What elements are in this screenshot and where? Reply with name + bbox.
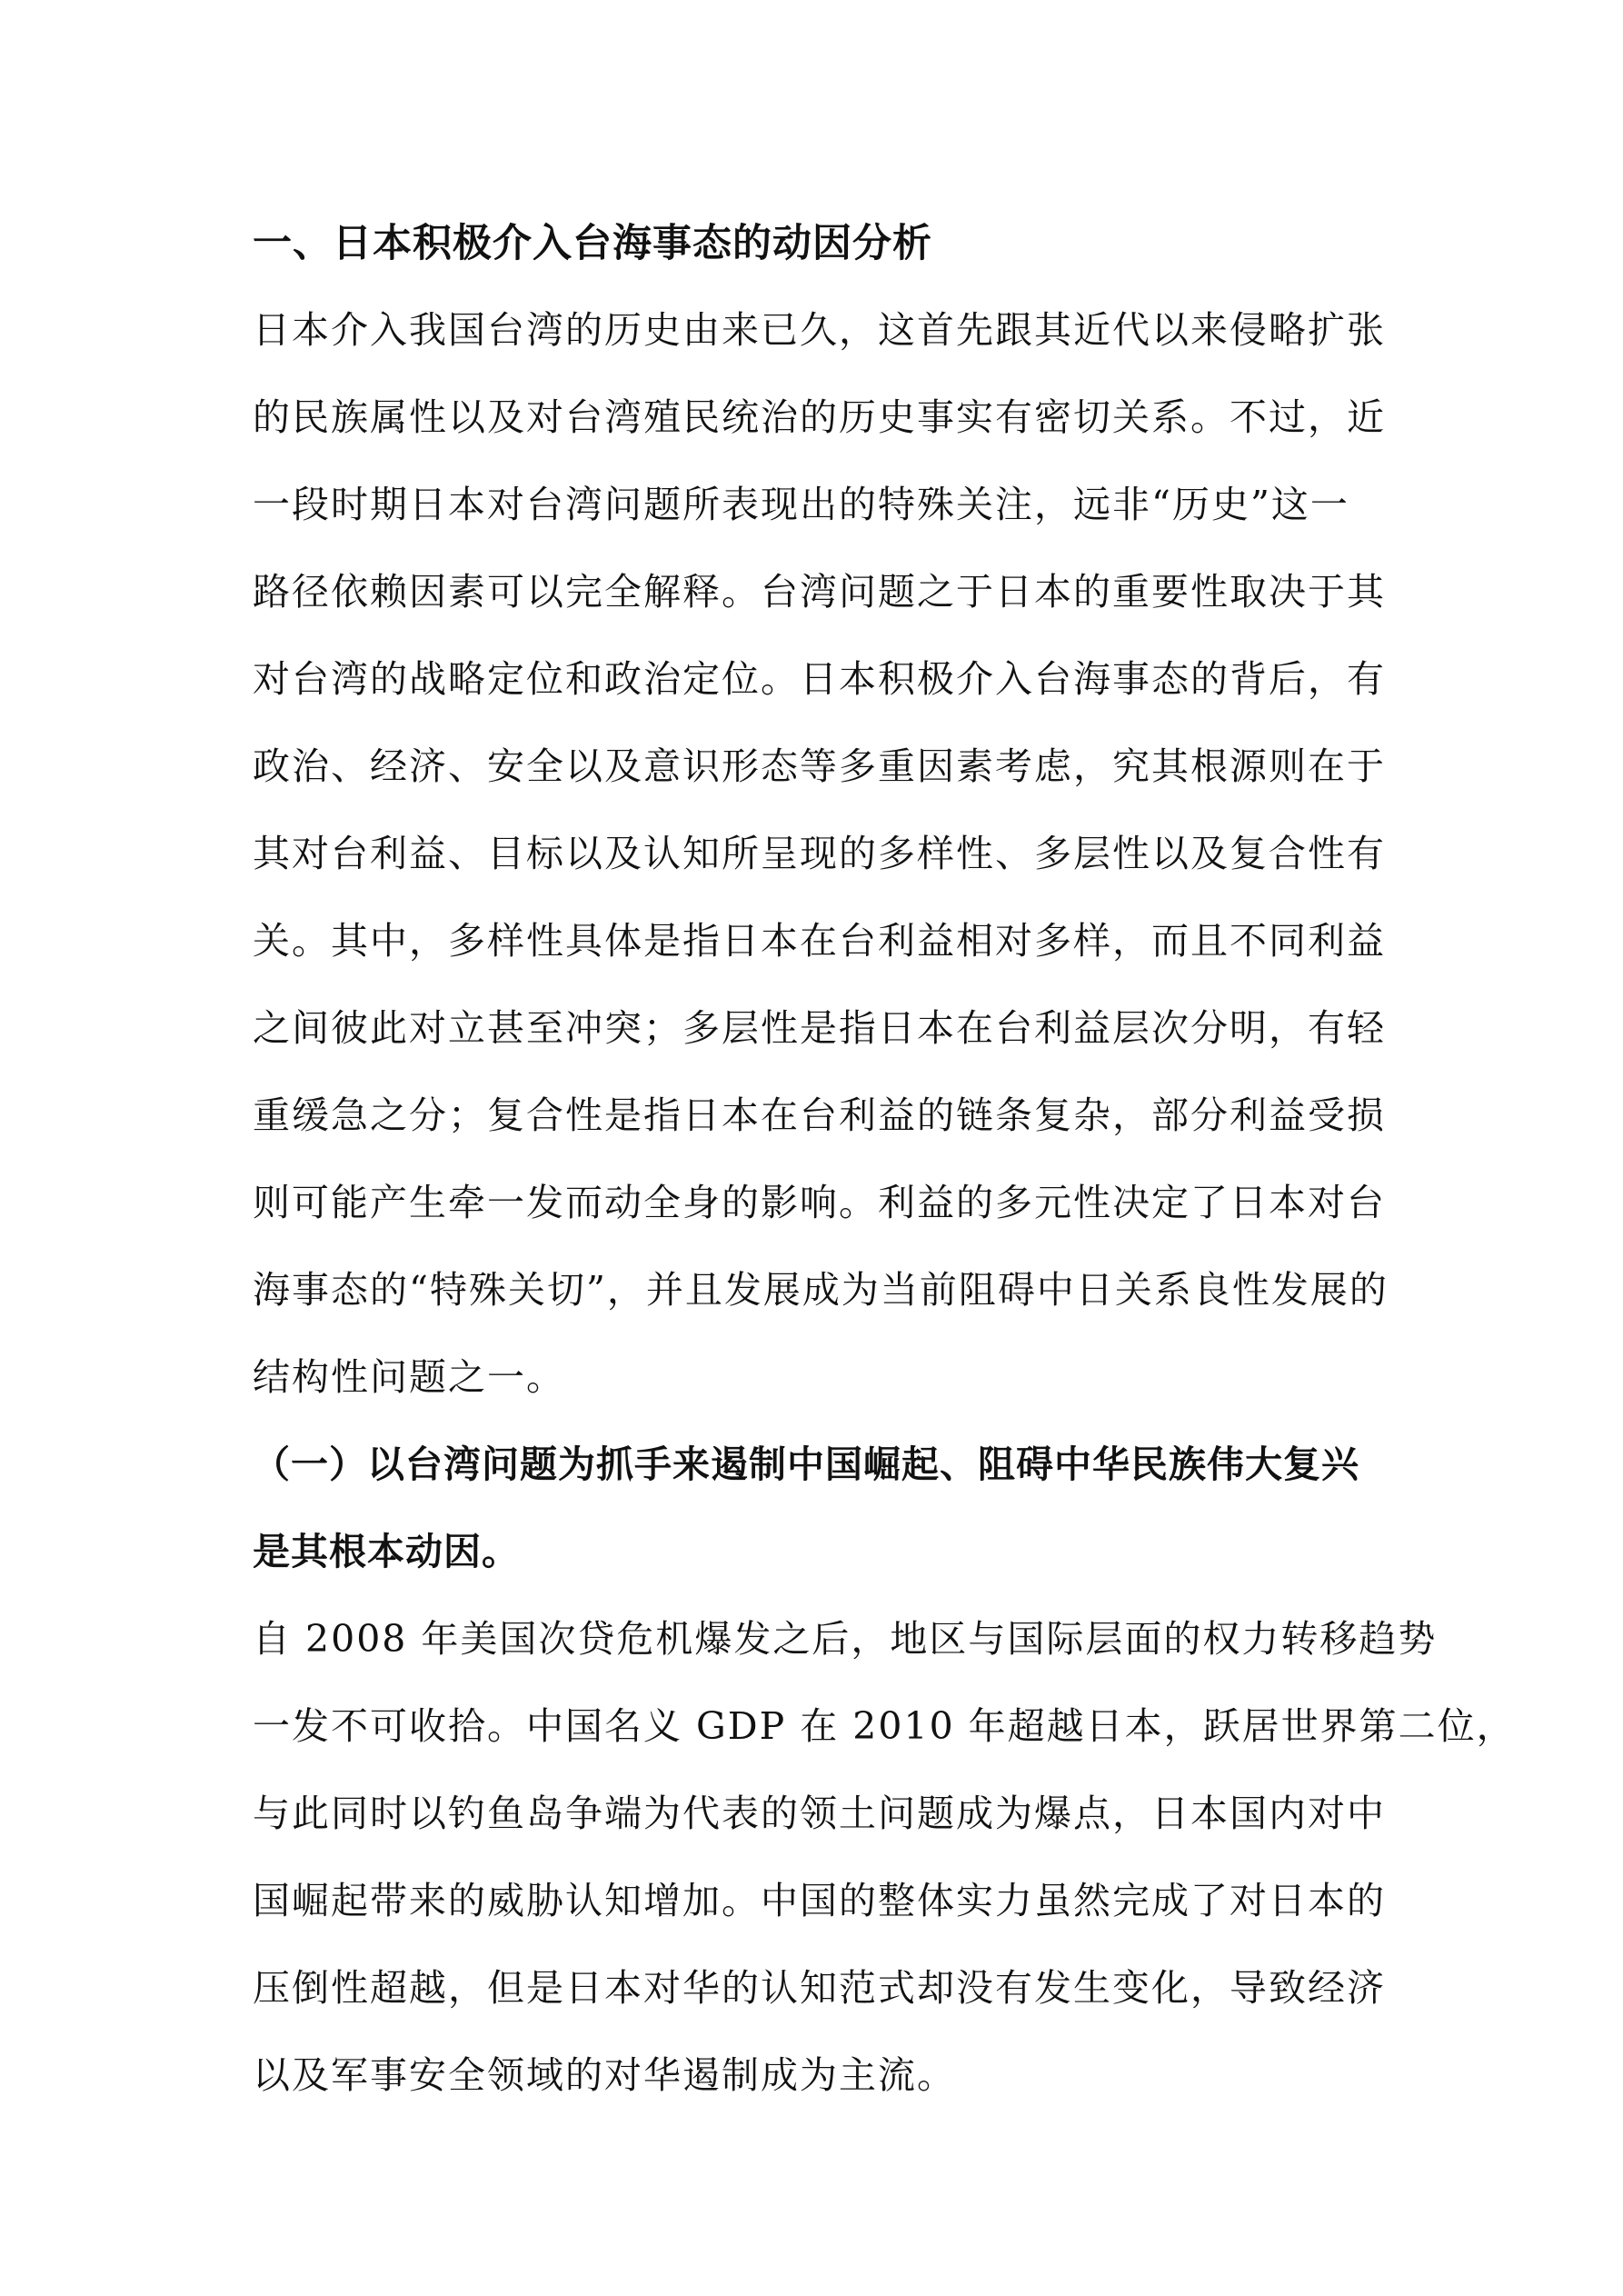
- paragraph1-line-11: 则可能产生牵一发而动全身的影响。利益的多元性决定了日本对台: [253, 1181, 1386, 1224]
- paragraph2-line-6: 以及军事安全领域的对华遏制成为主流。: [253, 2053, 956, 2097]
- paragraph2-line-1: 自 2008 年美国次贷危机爆发之后，地区与国际层面的权力转移趋势: [253, 1617, 1438, 1661]
- paragraph1-line-2: 的民族属性以及对台湾殖民统治的历史事实有密切关系。不过，近: [253, 395, 1386, 439]
- paragraph1-line-9: 之间彼此对立甚至冲突；多层性是指日本在台利益层次分明，有轻: [253, 1006, 1386, 1050]
- paragraph1-line-10: 重缓急之分；复合性是指日本在台利益的链条复杂，部分利益受损: [253, 1093, 1386, 1137]
- paragraph1-line-5: 对台湾的战略定位和政治定位。日本积极介入台海事态的背后，有: [253, 657, 1386, 701]
- paragraph1-line-7: 其对台利益、目标以及认知所呈现的多样性、多层性以及复合性有: [253, 832, 1386, 875]
- paragraph1-line-13: 结构性问题之一。: [253, 1355, 565, 1399]
- paragraph1-line-8: 关。其中，多样性具体是指日本在台利益相对多样，而且不同利益: [253, 919, 1386, 963]
- paragraph1-line-4: 路径依赖因素可以完全解释。台湾问题之于日本的重要性取决于其: [253, 570, 1386, 614]
- paragraph1-line-1: 日本介入我国台湾的历史由来已久，这首先跟其近代以来侵略扩张: [253, 308, 1386, 352]
- paragraph1-line-12: 海事态的“特殊关切”，并且发展成为当前阻碍中日关系良性发展的: [253, 1268, 1389, 1312]
- paragraph2-line-3: 与此同时以钓鱼岛争端为代表的领土问题成为爆点，日本国内对中: [253, 1792, 1386, 1835]
- paragraph2-line-2: 一发不可收拾。中国名义 GDP 在 2010 年超越日本，跃居世界第二位，: [253, 1704, 1516, 1748]
- paragraph2-line-5: 压倒性超越，但是日本对华的认知范式却没有发生变化，导致经济: [253, 1966, 1386, 2010]
- paragraph1-line-3: 一段时期日本对台湾问题所表现出的特殊关注，远非“历史”这一: [253, 483, 1349, 526]
- subheading-line-2: 是其根本动因。: [253, 1530, 520, 1573]
- subheading-line-1: （一）以台湾问题为抓手来遏制中国崛起、阻碍中华民族伟大复兴: [253, 1442, 1359, 1486]
- paragraph1-line-6: 政治、经济、安全以及意识形态等多重因素考虑，究其根源则在于: [253, 744, 1386, 788]
- section-heading: 一、日本积极介入台海事态的动因分析: [253, 221, 932, 266]
- paragraph2-line-4: 国崛起带来的威胁认知增加。中国的整体实力虽然完成了对日本的: [253, 1879, 1386, 1922]
